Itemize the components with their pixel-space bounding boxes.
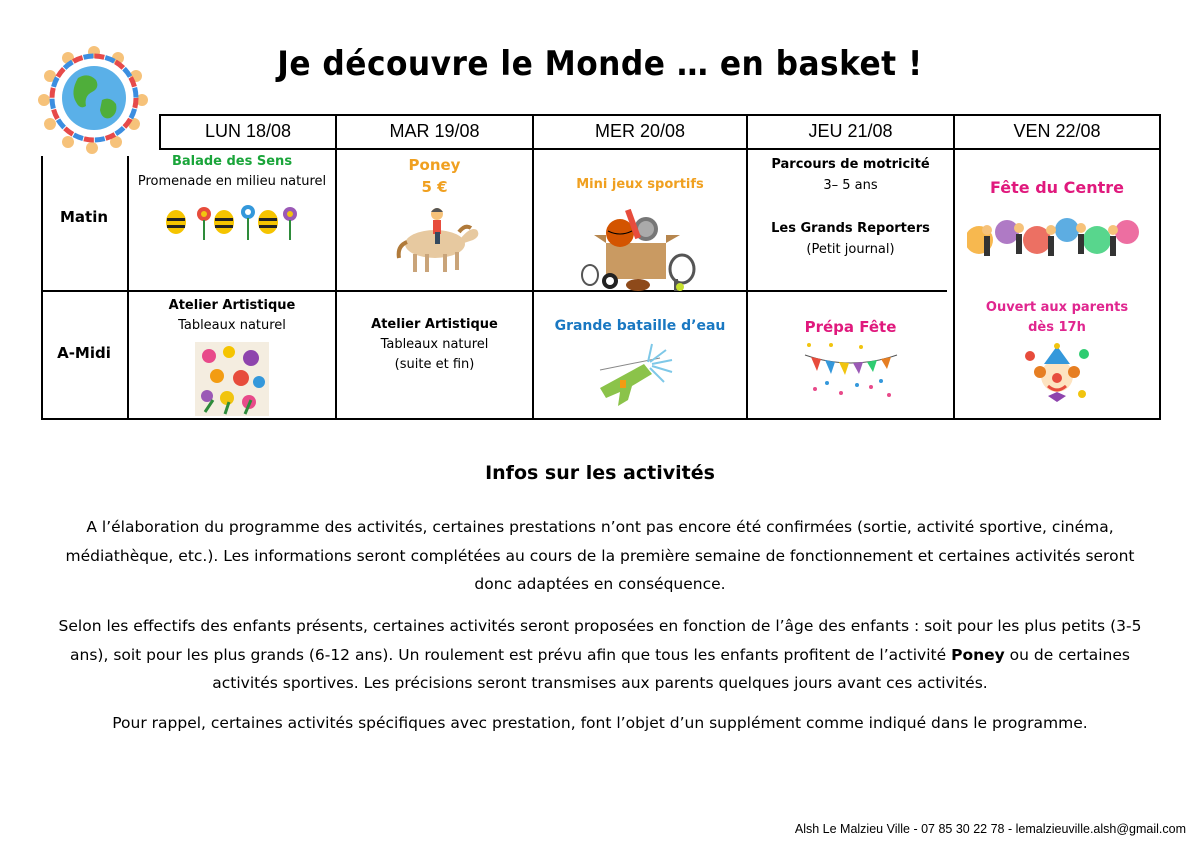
row-label-morning: Matin [59, 208, 109, 226]
infos-paragraph-2 [50, 612, 1150, 698]
infos-paragraph-2-text: Selon les effectifs des enfants présents, certaines activités seront proposées en fonction de l’âge des enfants : soit pour les plus petits (3-5 ans), soit pour les plus grands (6-12 ans). Un roulement est prévu afin que tous les enfants profitent de l’activité [58, 617, 1142, 664]
activity-subtitle: 3– 5 ans [823, 178, 878, 193]
thu-afternoon-cell [748, 317, 953, 408]
day-header-mon: LUN 18/08 [204, 121, 292, 141]
infos-paragraph-3: Pour rappel, certaines activités spécifiques avec prestation, font l’objet d’un supplément comme indiqué dans le programme. [112, 714, 1088, 732]
day-header-thu: JEU 21/08 [808, 121, 893, 141]
activity-title: Atelier Artistique [371, 317, 498, 332]
party-kids-image [967, 210, 1147, 266]
tue-afternoon-cell [337, 315, 532, 375]
fri-morning-cell [955, 178, 1159, 273]
tue-morning-cell [337, 154, 532, 286]
activity-title: Les Grands Reporters [771, 221, 930, 236]
activity-title: Fête du Centre [990, 178, 1124, 197]
activity-subtitle: Tableaux naturel [380, 337, 489, 352]
activity-subtitle: (suite et fin) [394, 357, 475, 372]
flower-painting-image [195, 342, 269, 416]
fri-afternoon-cell [955, 298, 1159, 415]
activity-subtitle: (Petit journal) [806, 242, 895, 257]
bees-flowers-image [162, 200, 302, 244]
mon-afternoon-cell [129, 296, 335, 423]
activity-subtitle: Tableaux naturel [178, 318, 286, 333]
pony-rider-image [385, 202, 485, 278]
wed-afternoon-cell [534, 316, 746, 419]
clown-image [1022, 342, 1092, 408]
row-label-afternoon: A-Midi [57, 344, 111, 362]
info-line: Ouvert aux parents [985, 300, 1129, 315]
day-header-fri: VEN 22/08 [1013, 121, 1101, 141]
activity-title: Parcours de motricité [771, 157, 930, 172]
activity-subtitle: Promenade en milieu naturel [137, 174, 327, 189]
activity-price: 5 € [421, 178, 448, 196]
day-header-wed: MER 20/08 [594, 121, 686, 141]
page-title: Je découvre le Monde … en basket ! [277, 44, 923, 84]
wed-morning-cell [534, 175, 746, 298]
info-line: dès 17h [1028, 320, 1086, 335]
activity-title: Balade des Sens [171, 154, 293, 169]
activity-title: Grande bataille d’eau [554, 318, 726, 334]
sports-box-image [580, 205, 700, 291]
footer-contact: Alsh Le Malzieu Ville - 07 85 30 22 78 - lemalzieuville.alsh@gmail.com [794, 822, 1186, 836]
infos-paragraph-2-text-end: ou de certaines activités sportives. Les précisions seront transmises aux parents quelques jours avant ces activités. [212, 645, 1130, 692]
infos-title: Infos sur les activités [485, 462, 715, 484]
activity-title: Mini jeux sportifs [576, 177, 704, 192]
bunting-image [801, 341, 901, 401]
mon-morning-cell [129, 152, 335, 251]
poney-highlight: Poney [951, 645, 1005, 664]
activity-title: Poney [408, 156, 461, 174]
thu-morning-cell [748, 154, 953, 260]
day-header-tue: MAR 19/08 [389, 121, 480, 141]
water-gun-image [580, 340, 700, 412]
activity-title: Atelier Artistique [168, 298, 296, 313]
infos-paragraph-1: A l’élaboration du programme des activités, certaines prestations n’ont pas encore été confirmées (sortie, activité sportive, cinéma, médiathèque, etc.). Les informations seront complétées au cours de la première semaine de fonctionnement et certaines activités seront donc adaptées en conséquence. [65, 518, 1135, 593]
activity-title: Prépa Fête [804, 318, 897, 336]
